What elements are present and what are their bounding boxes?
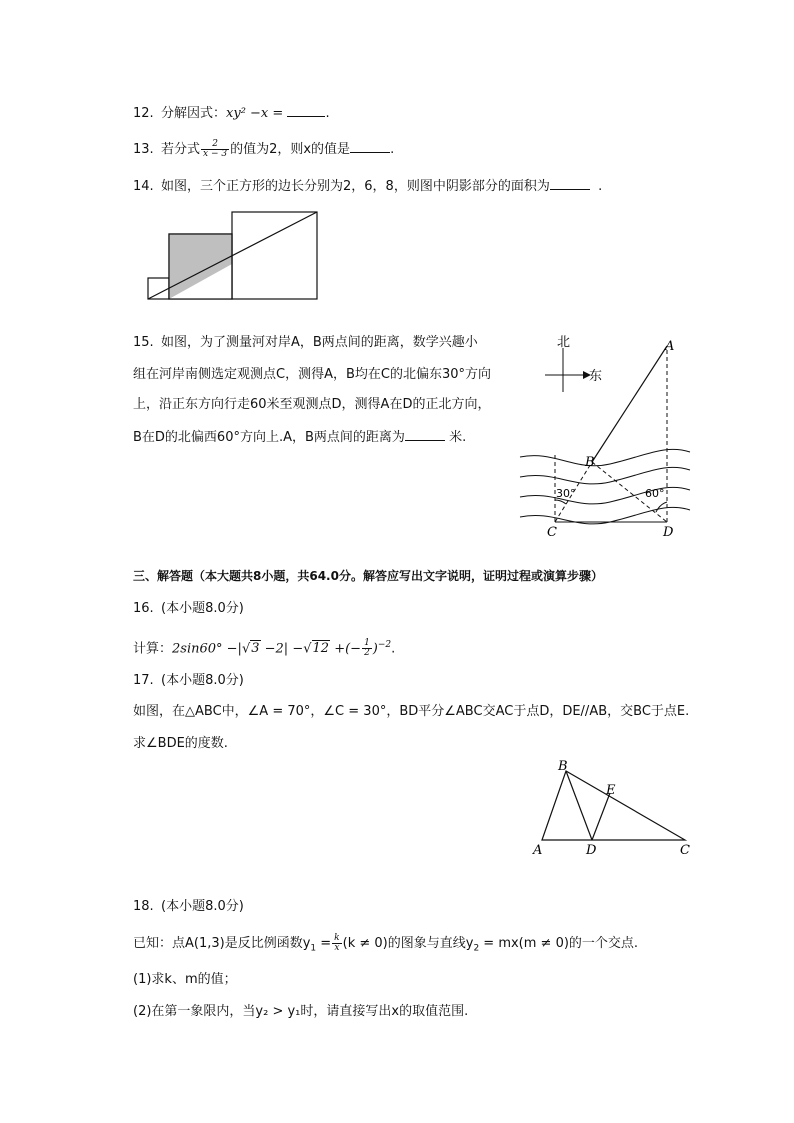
point-e-label: E [606, 783, 616, 798]
triangle-abc [542, 771, 685, 840]
angle-arc-d [656, 502, 667, 512]
small-square [148, 278, 169, 299]
sqrt-12: 12 [312, 641, 330, 657]
answer-blank[interactable] [287, 103, 325, 117]
point-b-label: B [558, 759, 568, 774]
point-d-label: D [663, 525, 674, 540]
fraction [362, 639, 372, 658]
question-18-part-1: (1)求k、m的值； [133, 972, 237, 987]
fraction-denominator: 2 [364, 648, 370, 659]
question-text-cont: 的值为2，则x的值是 [230, 142, 351, 157]
fraction-denominator: x [334, 943, 340, 953]
question-15-line-1 [133, 334, 478, 352]
lead-text: 计算： [133, 641, 173, 657]
point-c-label: C [680, 843, 690, 858]
river-bank-1 [520, 449, 690, 465]
unit-text: 米. [449, 430, 467, 445]
point-d-label: D [586, 843, 597, 858]
answer-blank[interactable] [350, 139, 390, 153]
triangle-figure [530, 758, 700, 862]
question-text: 如图，三个正方形的边长分别为2，6，8，则图中阴影部分的面积为 [161, 179, 550, 194]
point-b-label: B [585, 455, 595, 470]
question-text: = [316, 936, 332, 951]
question-number: 16. [133, 601, 154, 616]
subscript: 1 [310, 943, 317, 954]
point-a-label: A [533, 843, 543, 858]
question-15-line-4 [133, 427, 466, 447]
fraction-numerator: 1 [364, 638, 370, 649]
question-14 [133, 176, 602, 196]
river-bank-2 [520, 467, 690, 484]
fraction-numerator: 2 [201, 140, 229, 150]
angle-30-label: 30° [556, 487, 576, 500]
question-text: 若分式 [161, 142, 201, 157]
fraction-numerator: k [334, 933, 340, 943]
question-13 [133, 139, 394, 159]
fraction-denominator: x − 3 [203, 149, 228, 159]
subscript: 2 [473, 943, 480, 954]
answer-blank[interactable] [405, 427, 445, 441]
question-text: = mx(m ≠ 0)的一个交点. [479, 936, 639, 951]
question-text: 组在河岸南侧选定观测点C，测得A，B均在C的北偏东30°方向 [133, 367, 492, 382]
question-15-line-3 [133, 396, 490, 414]
question-number: 12. [133, 106, 154, 121]
question-text: (k ≠ 0)的图象与直线y [342, 936, 474, 951]
period: . [325, 106, 330, 121]
score-note: (本小题8.0分) [161, 899, 244, 914]
large-square [232, 212, 317, 299]
river-bank-4 [520, 507, 690, 524]
score-note: (本小题8.0分) [161, 601, 244, 616]
question-12 [133, 103, 330, 123]
question-16-body: 计算：2sin60° −|√3 −2| −√12 +(− $\frac{1}{2}$ )$^{-2}$. [133, 638, 396, 659]
math-expression: −2| − [260, 641, 304, 657]
question-18-part-2: (2)在第一象限内，当y₂ > y₁时，请直接写出x的取值范围. [133, 1004, 469, 1019]
squares-figure [145, 208, 321, 303]
question-number: 15. [133, 335, 154, 350]
question-number: 18. [133, 899, 154, 914]
period: . [391, 641, 396, 657]
point-c-label: C [547, 525, 557, 540]
section-three-heading: 三、解答题（本大题共8小题，共64.0分。解答应写出文字说明，证明过程或演算步骤） [133, 569, 603, 583]
question-number: 17. [133, 673, 154, 688]
question-text: 已知：点A(1,3)是反比例函数y [133, 936, 311, 951]
point-a-label: A [665, 339, 675, 354]
question-17-line-1: 如图，在△ABC中，∠A = 70°，∠C = 30°，BD平分∠ABC交AC于点D，DE//AB，交BC于点E. [133, 704, 690, 719]
river-bank-3 [520, 487, 690, 504]
question-text: 上，沿正东方向行走60米至观测点D，测得A在D的正北方向， [133, 397, 491, 412]
fraction [332, 934, 341, 953]
angle-arc-c [555, 500, 566, 504]
east-label: 东 [589, 369, 603, 384]
answer-blank[interactable] [550, 176, 590, 190]
segment-bd [566, 771, 592, 840]
north-label: 北 [557, 335, 571, 350]
question-18-header [133, 898, 244, 916]
math-expression: xy² −x = [226, 106, 284, 121]
math-expression: +(− [330, 641, 362, 657]
sqrt-3: 3 [251, 641, 260, 657]
exponent: −2 [377, 640, 392, 650]
segment-de [592, 793, 610, 840]
period: . [598, 179, 603, 194]
river-figure [515, 332, 695, 542]
question-16-header [133, 600, 244, 618]
math-expression: 2sin60° −| [172, 641, 242, 657]
question-text: B在D的北偏西60°方向上.A，B两点间的距离为 [133, 430, 405, 445]
question-number: 13. [133, 142, 154, 157]
question-18-line-1 [133, 934, 638, 958]
math-expression: ) [372, 641, 378, 657]
angle-60-label: 60° [645, 487, 665, 500]
score-note: (本小题8.0分) [161, 673, 244, 688]
question-text: 分解因式： [161, 106, 227, 121]
question-text: 如图，为了测量河对岸A，B两点间的距离，数学兴趣小 [161, 335, 478, 350]
question-number: 14. [133, 179, 154, 194]
period: . [390, 142, 395, 157]
question-15-line-2 [133, 366, 491, 384]
fraction [201, 140, 229, 159]
question-17-header [133, 672, 244, 690]
question-17-line-2: 求∠BDE的度数. [133, 736, 228, 751]
segment-ba [592, 346, 667, 462]
